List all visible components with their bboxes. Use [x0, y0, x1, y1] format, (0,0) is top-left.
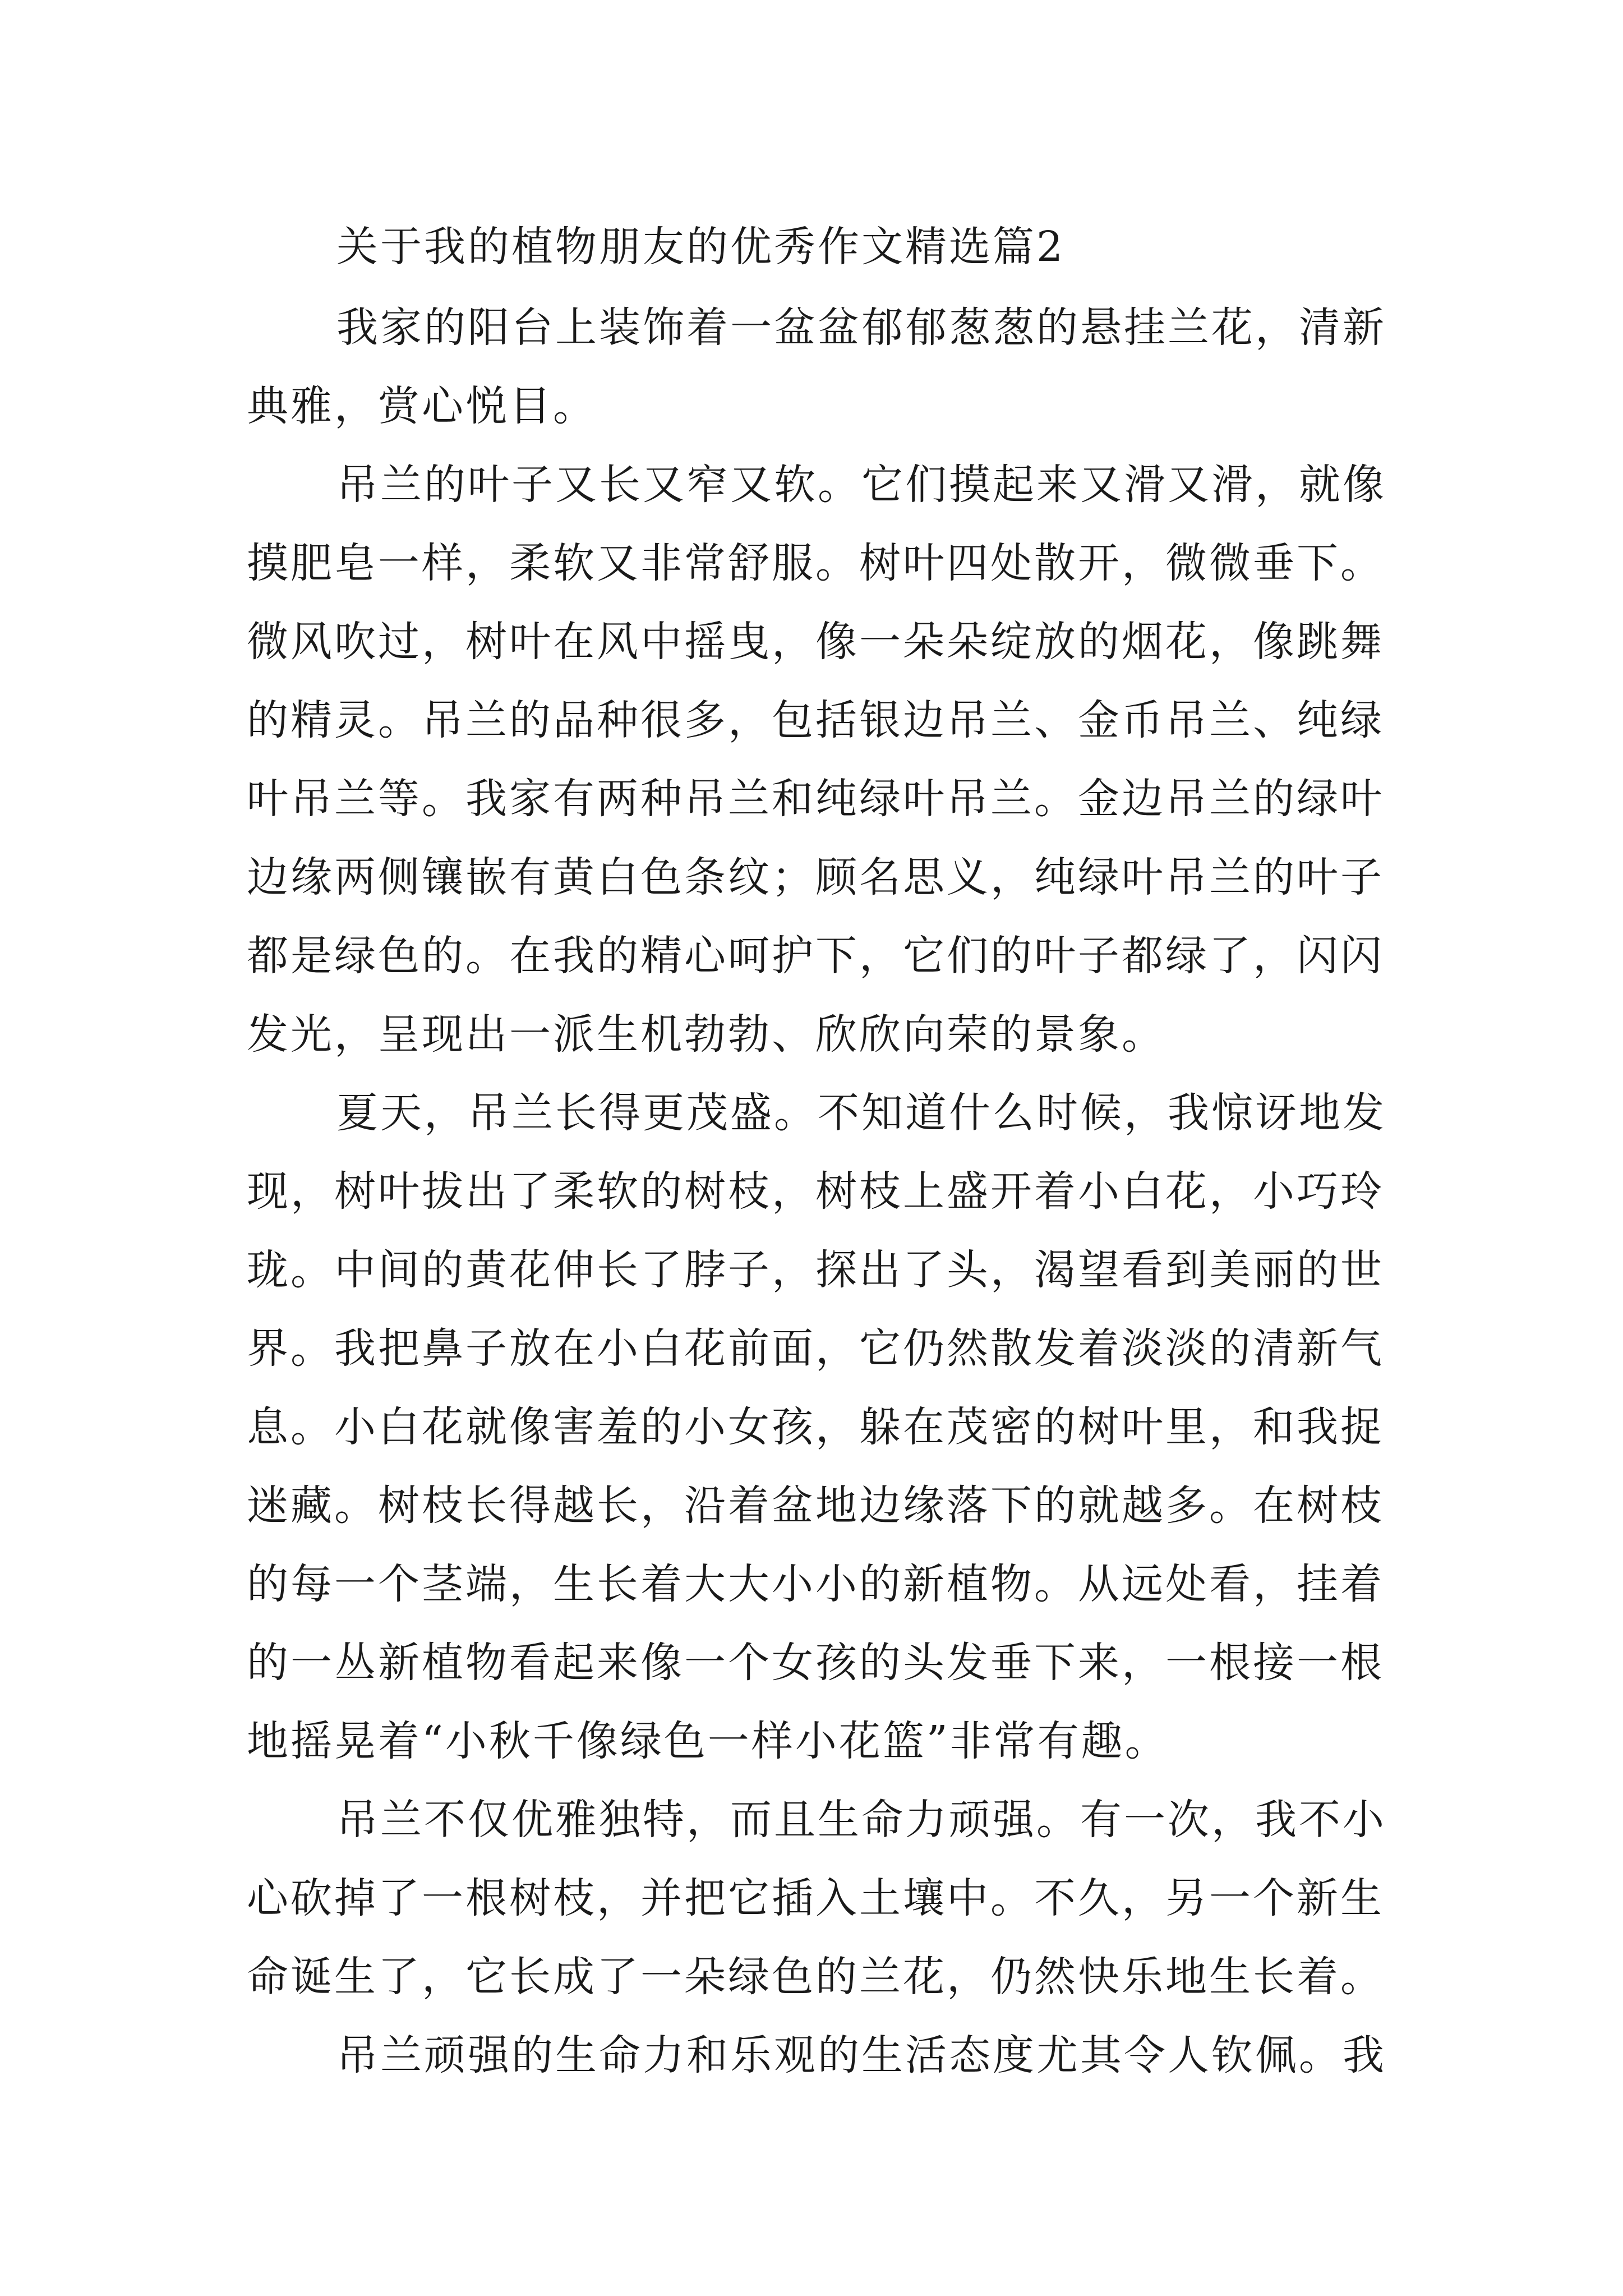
paragraph-3-line-1: 夏天，吊兰长得更茂盛。不知道什么时候，我惊讶地发	[336, 1089, 1386, 1137]
paragraph-3-line-9: 地摇晃着“小秋千像绿色一样小花篮”非常有趣。	[247, 1717, 1169, 1765]
paragraph-3-line-3: 珑。中间的黄花伸长了脖子，探出了头，渴望看到美丽的世	[247, 1246, 1384, 1294]
paragraph-3-line-7: 的每一个茎端，生长着大大小小的新植物。从远处看，挂着	[247, 1560, 1384, 1608]
essay-body	[247, 208, 1391, 2095]
essay-title: 关于我的植物朋友的优秀作文精选篇2	[336, 223, 1066, 271]
paragraph-2-line-4: 的精灵。吊兰的品种很多，包括银边吊兰、金币吊兰、纯绿	[247, 696, 1384, 744]
paragraph-4-line-1: 吊兰不仅优雅独特，而且生命力顽强。有一次，我不小	[336, 1796, 1386, 1844]
paragraph-2-line-8: 发光，呈现出一派生机勃勃、欣欣向荣的景象。	[247, 1010, 1165, 1059]
paragraph-4-line-3: 命诞生了，它长成了一朵绿色的兰花，仍然快乐地生长着。	[247, 1953, 1384, 2001]
paragraph-2-line-1: 吊兰的叶子又长又窄又软。它们摸起来又滑又滑，就像	[336, 461, 1386, 509]
paragraph-2-line-6: 边缘两侧镶嵌有黄白色条纹；顾名思义，纯绿叶吊兰的叶子	[247, 853, 1384, 901]
paragraph-3-line-4: 界。我把鼻子放在小白花前面，它仍然散发着淡淡的清新气	[247, 1324, 1384, 1373]
paragraph-3-line-8: 的一丛新植物看起来像一个女孩的头发垂下来，一根接一根	[247, 1639, 1384, 1687]
paragraph-2-line-2: 摸肥皂一样，柔软又非常舒服。树叶四处散开，微微垂下。	[247, 539, 1384, 587]
paragraph-4-line-2: 心砍掉了一根树枝，并把它插入土壤中。不久，另一个新生	[247, 1874, 1384, 1922]
paragraph-3-line-6: 迷藏。树枝长得越长，沿着盆地边缘落下的就越多。在树枝	[247, 1481, 1384, 1530]
paragraph-5-line-1: 吊兰顽强的生命力和乐观的生活态度尤其令人钦佩。我	[336, 2031, 1386, 2079]
paragraph-2-line-3: 微风吹过，树叶在风中摇曳，像一朵朵绽放的烟花，像跳舞	[247, 618, 1384, 666]
paragraph-3-line-2: 现，树叶拔出了柔软的树枝，树枝上盛开着小白花，小巧玲	[247, 1167, 1384, 1216]
paragraph-2-line-7: 都是绿色的。在我的精心呵护下，它们的叶子都绿了，闪闪	[247, 932, 1384, 980]
paragraph-2-line-5: 叶吊兰等。我家有两种吊兰和纯绿叶吊兰。金边吊兰的绿叶	[247, 775, 1384, 823]
paragraph-3-line-5: 息。小白花就像害羞的小女孩，躲在茂密的树叶里，和我捉	[247, 1403, 1384, 1451]
paragraph-1-line-1: 我家的阳台上装饰着一盆盆郁郁葱葱的悬挂兰花，清新	[336, 303, 1386, 352]
paragraph-1-line-2: 典雅，赏心悦目。	[247, 382, 597, 430]
